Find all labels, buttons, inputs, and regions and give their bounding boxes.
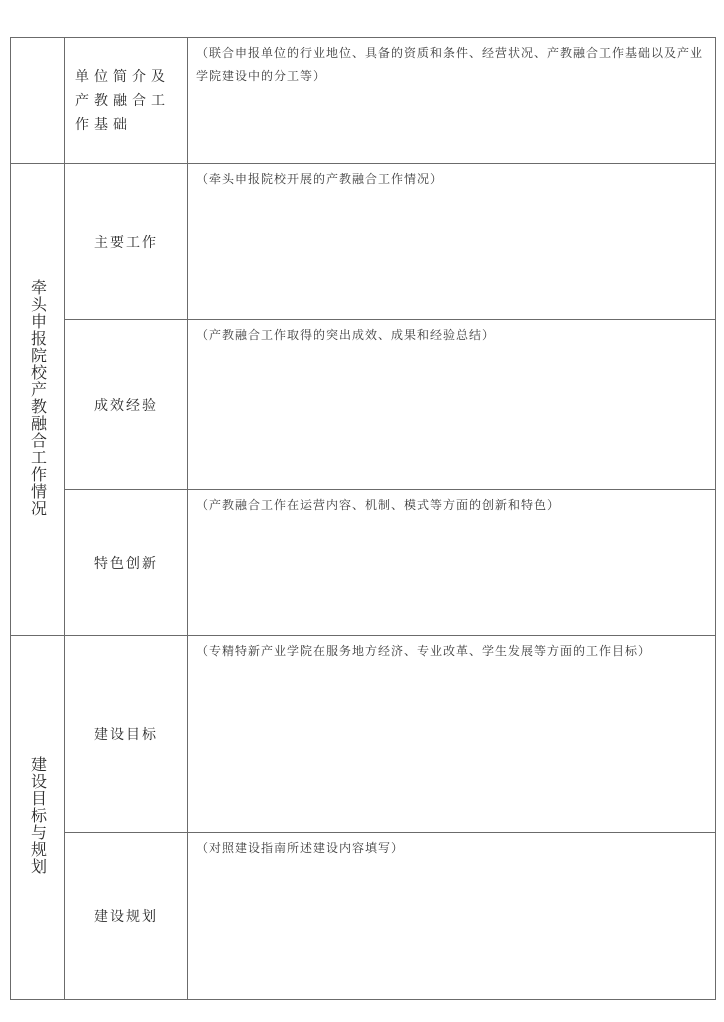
item-label-goals: 建设目标 [65, 636, 188, 833]
item-label-main-work: 主要工作 [65, 164, 188, 320]
hint-text: （产教融合工作在运营内容、机制、模式等方面的创新和特色） [196, 498, 561, 512]
group-cell-lead-institution [11, 164, 65, 636]
item-label-plan: 建设规划 [65, 833, 188, 1000]
group-label-lead-institution: 牵头申报院校产教融合工作情况 [28, 278, 48, 517]
form-row-plan [11, 833, 716, 1000]
form-row-innovation [11, 490, 716, 636]
content-cell-unit-intro[interactable] [188, 38, 716, 164]
form-row-main-work [11, 164, 716, 320]
content-cell-goals[interactable] [188, 636, 716, 833]
group-label-goals-plan: 建设目标与规划 [28, 756, 48, 875]
form-row-goals [11, 636, 716, 833]
form-row-achievements [11, 320, 716, 490]
hint-text: （产教融合工作取得的突出成效、成果和经验总结） [196, 328, 496, 342]
item-label-unit-intro [65, 38, 188, 164]
group-cell-goals-plan [11, 636, 65, 1000]
item-label-line: 单位简介及 [75, 68, 170, 85]
item-label-innovation: 特色创新 [65, 490, 188, 636]
item-label-line: 产教融合工 [75, 92, 170, 109]
form-row-unit-intro [11, 38, 716, 164]
hint-text: （牵头申报院校开展的产教融合工作情况） [196, 172, 444, 186]
application-form-table [10, 37, 716, 1000]
item-label-achievements: 成效经验 [65, 320, 188, 490]
item-label-line: 作基础 [75, 116, 132, 133]
content-cell-achievements[interactable] [188, 320, 716, 490]
group-cell-empty [11, 38, 65, 164]
content-cell-main-work[interactable] [188, 164, 716, 320]
content-cell-innovation[interactable] [188, 490, 716, 636]
hint-text: （联合申报单位的行业地位、具备的资质和条件、经营状况、产教融合工作基础以及产业学院建设中的分工等） [196, 46, 704, 83]
hint-text: （对照建设指南所述建设内容填写） [196, 841, 405, 855]
hint-text: （专精特新产业学院在服务地方经济、专业改革、学生发展等方面的工作目标） [196, 644, 652, 658]
content-cell-plan[interactable] [188, 833, 716, 1000]
